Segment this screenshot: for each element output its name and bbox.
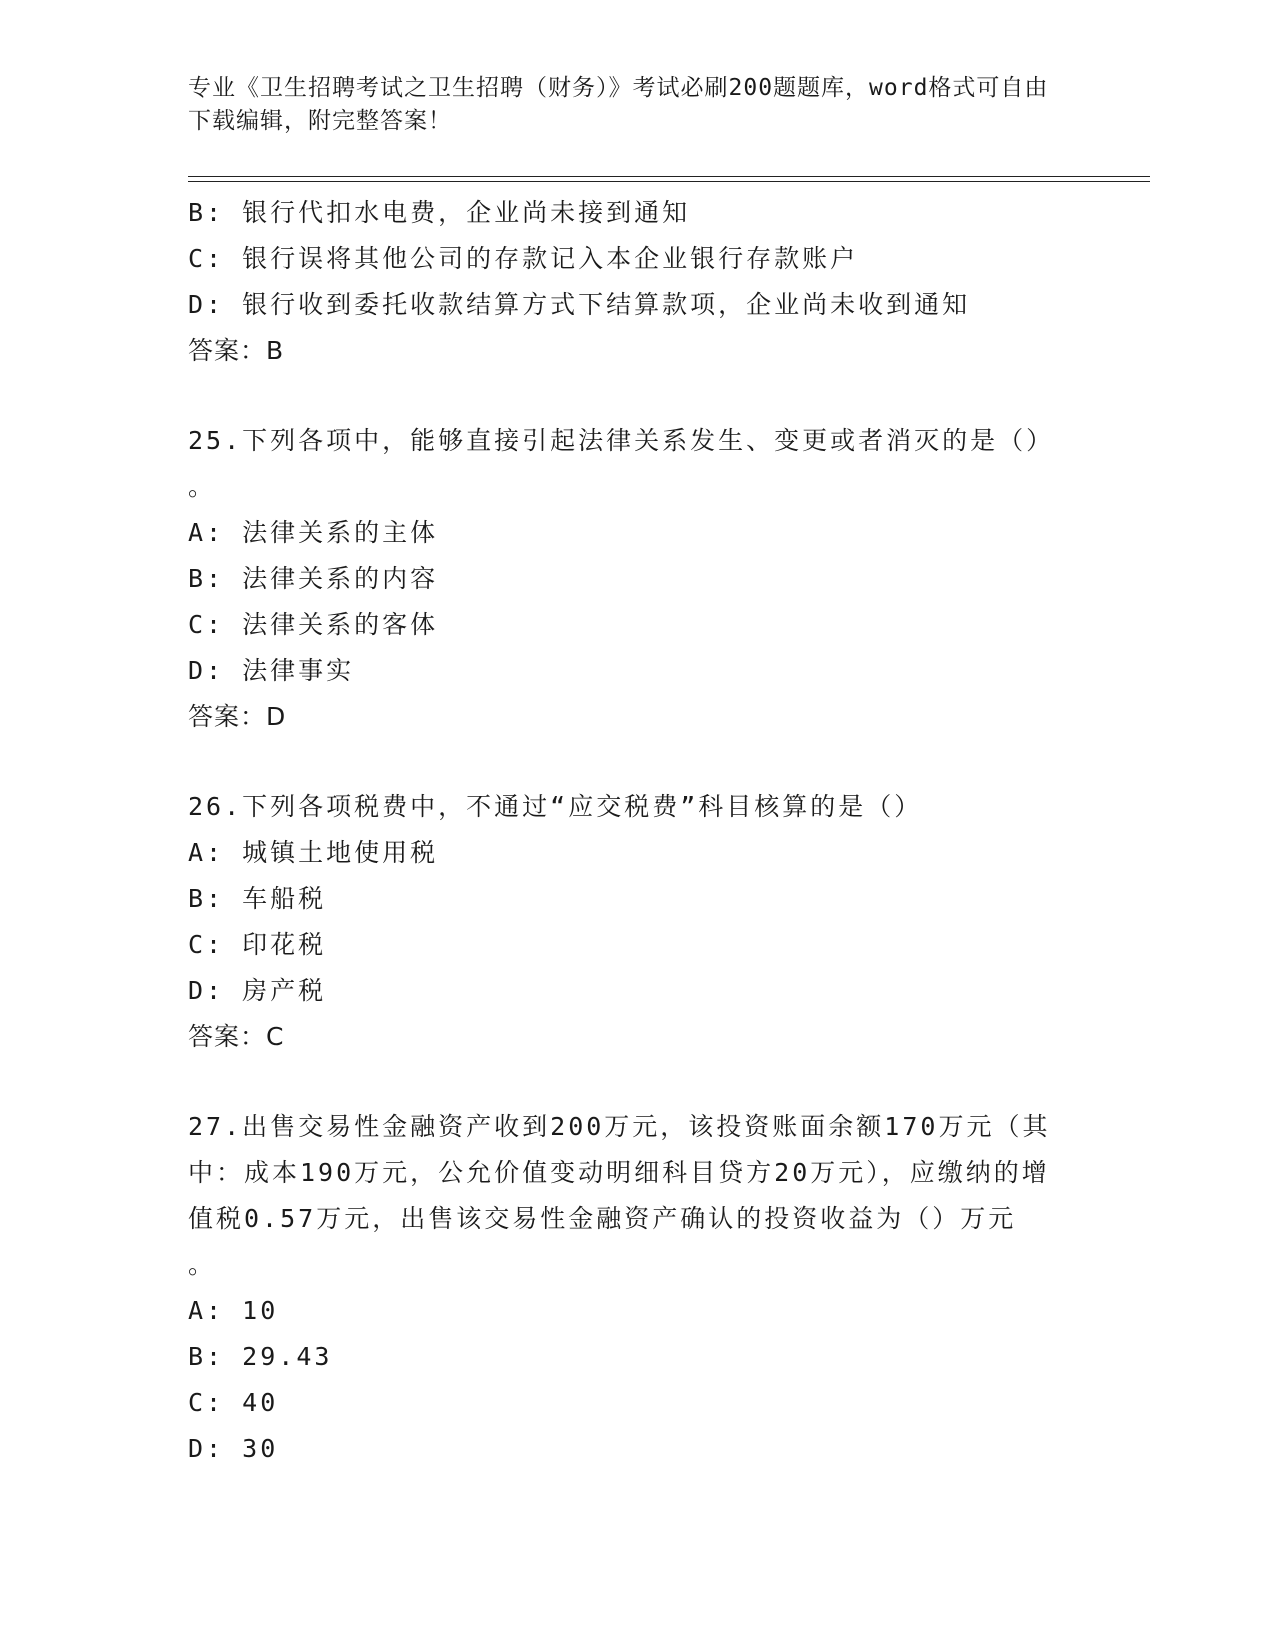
option-c: C: 银行误将其他公司的存款记入本企业银行存款账户	[188, 244, 859, 273]
header-rule-top	[188, 176, 1150, 177]
question-stem: 26.下列各项税费中，不通过“应交税费”科目核算的是（）	[188, 792, 923, 821]
option-c: C: 40	[188, 1388, 279, 1417]
question-26	[188, 784, 1068, 1060]
question-stem-tail: 。	[188, 1250, 214, 1279]
answer: 答案：C	[188, 1022, 285, 1051]
option-d: D: 30	[188, 1434, 279, 1463]
question-stem: 25.下列各项中，能够直接引起法律关系发生、变更或者消灭的是（）	[188, 426, 1055, 455]
question-25	[188, 418, 1068, 740]
option-a: A: 10	[188, 1296, 279, 1325]
question-27	[188, 1104, 1068, 1472]
option-a: A: 城镇土地使用税	[188, 838, 439, 867]
question-stem-tail: 。	[188, 472, 214, 501]
question-stem: 27.出售交易性金融资产收到200万元，该投资账面余额170万元（其中：成本190万元，公允价值变动明细科目贷方20万元），应缴纳的增值税0.57万元，出售该交易性金融资产确认的投资收益为（）万元	[188, 1112, 1051, 1233]
option-d: D: 银行收到委托收款结算方式下结算款项，企业尚未收到通知	[188, 290, 971, 319]
option-b: B: 车船税	[188, 884, 327, 913]
answer: 答案：D	[188, 702, 287, 731]
document-header: 专业《卫生招聘考试之卫生招聘（财务）》考试必刷200题题库，word格式可自由下载编辑，附完整答案！	[188, 75, 1049, 134]
option-b: B: 29.43	[188, 1342, 333, 1371]
option-c: C: 法律关系的客体	[188, 610, 439, 639]
option-d: D: 房产税	[188, 976, 327, 1005]
option-b: B: 法律关系的内容	[188, 564, 439, 593]
header-rule-bottom	[188, 181, 1150, 182]
option-c: C: 印花税	[188, 930, 327, 959]
document-body	[188, 190, 1068, 1472]
option-d: D: 法律事实	[188, 656, 355, 685]
option-b: B: 银行代扣水电费，企业尚未接到通知	[188, 198, 691, 227]
answer: 答案：B	[188, 336, 285, 365]
question-24-continued	[188, 190, 1068, 374]
option-a: A: 法律关系的主体	[188, 518, 439, 547]
